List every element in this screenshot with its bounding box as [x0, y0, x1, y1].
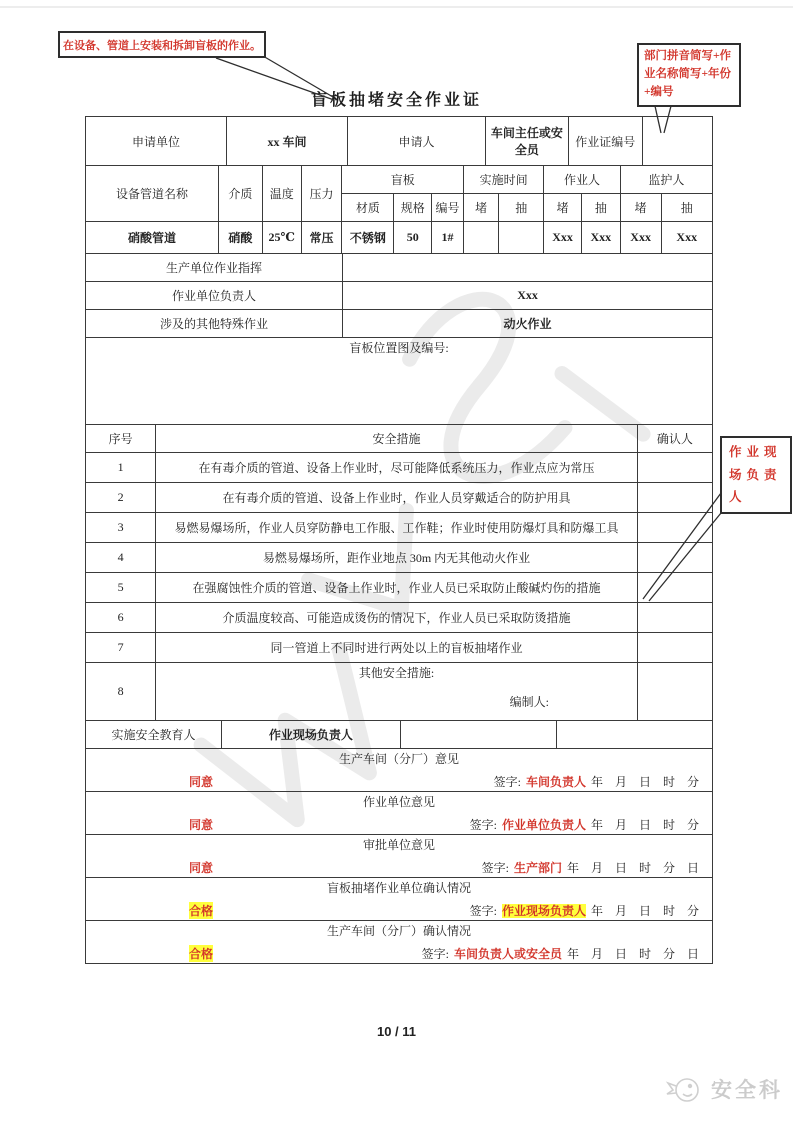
table-row [86, 749, 713, 792]
safety-no: 8 [86, 663, 156, 721]
safety-no: 7 [86, 633, 156, 663]
safety-no: 2 [86, 483, 156, 513]
application-row-table [85, 116, 713, 166]
safety-text: 在有毒介质的管道、设备上作业时，作业人员穿戴适合的防护用具 [156, 483, 638, 513]
material-header: 材质 [342, 194, 394, 222]
signoff-value: 合格 [189, 904, 214, 918]
info-rows-table [85, 253, 713, 338]
brand-name: 安全科 [711, 1079, 783, 1102]
time-pull-value [499, 222, 544, 254]
plug-header: 堵 [544, 194, 582, 222]
page-title: 盲板抽堵安全作业证 [310, 92, 482, 109]
table-row [86, 573, 713, 603]
signoff-row [86, 792, 713, 835]
brand-logo-icon [663, 1072, 703, 1106]
safety-text: 易燃易爆场所，作业人员穿防静电工作服、工作鞋；作业时使用防爆灯具和防爆工具 [156, 513, 638, 543]
table-row [86, 633, 713, 663]
brand-badge [663, 1072, 783, 1106]
safety-confirm [637, 663, 712, 721]
signoff-value: 同意 [189, 861, 214, 875]
worker-pull-value: Xxx [581, 222, 620, 254]
table-row [86, 603, 713, 633]
spec-header: 规格 [394, 194, 432, 222]
signoff-row [86, 835, 713, 878]
signoff-row [86, 749, 713, 792]
safety-confirm [637, 483, 712, 513]
table-row [86, 453, 713, 483]
signer-name: 车间负责人或安全员 [453, 947, 562, 961]
educator-table [85, 720, 713, 749]
safety-confirm [637, 633, 712, 663]
safety-text: 在强腐蚀性介质的管道、设备上作业时，作业人员已采取防止酸碱灼伤的措施 [156, 573, 638, 603]
educator-value: 作业现场负责人 [222, 721, 401, 749]
pull-header: 抽 [661, 194, 713, 222]
signoff-table [85, 748, 713, 964]
safety-no: 1 [86, 453, 156, 483]
callout-cert-number-text: 部门拼音简写+作业名称简写+年份+编号 [644, 50, 732, 98]
signer-name: 作业单位负责人 [501, 818, 586, 832]
table-row [86, 310, 713, 338]
info-value [343, 254, 713, 282]
safety-no: 6 [86, 603, 156, 633]
safety-measure-header: 安全措施 [156, 425, 638, 453]
table-row [86, 921, 713, 964]
worker-plug-value: Xxx [544, 222, 582, 254]
cert-no-label: 作业证编号 [568, 117, 642, 166]
safety-text: 在有毒介质的管道、设备上作业时，尽可能降低系统压力，作业点应为常压 [156, 453, 638, 483]
apply-unit-value: xx 车间 [227, 117, 348, 166]
signoff-row [86, 878, 713, 921]
table-row [86, 835, 713, 878]
pressure-value: 常压 [301, 222, 342, 254]
date-blanks: 年 月 日 时 分 [590, 904, 699, 918]
guardian-plug-value: Xxx [620, 222, 661, 254]
spec-table [85, 165, 713, 254]
sign-label: 签字: [481, 861, 509, 875]
position-label: 盲板位置图及编号: [86, 338, 713, 425]
table-row [86, 663, 713, 721]
safety-confirm [637, 603, 712, 633]
guardian-pull-value: Xxx [661, 222, 713, 254]
material-value: 不锈钢 [342, 222, 394, 254]
safety-confirm-header: 确认人 [637, 425, 712, 453]
cert-no-value [642, 117, 712, 166]
signoff-label: 作业单位意见 [362, 795, 435, 809]
safety-confirm [637, 453, 712, 483]
info-label: 涉及的其他特殊作业 [86, 310, 343, 338]
date-blanks: 年 月 日 时 分 日 [566, 861, 699, 875]
table-row [86, 117, 713, 166]
impl-time-header: 实施时间 [464, 166, 544, 194]
table-row [86, 513, 713, 543]
safety-no: 5 [86, 573, 156, 603]
apply-unit-label: 申请单位 [86, 117, 227, 166]
table-row [86, 425, 713, 453]
safety-confirm [637, 543, 712, 573]
plug-header: 堵 [464, 194, 499, 222]
signoff-value: 合格 [189, 947, 214, 961]
table-row [86, 222, 713, 254]
safety-no-header: 序号 [86, 425, 156, 453]
educator-label: 实施安全教育人 [86, 721, 222, 749]
medium-value: 硝酸 [218, 222, 262, 254]
plug-header: 堵 [620, 194, 661, 222]
table-row [86, 792, 713, 835]
date-blanks: 年 月 日 时 分 [590, 775, 699, 789]
number-header: 编号 [432, 194, 464, 222]
safety-confirm [637, 513, 712, 543]
safety-measures-table [85, 424, 713, 721]
educator-empty-cell [400, 721, 557, 749]
position-section-table [85, 337, 713, 425]
table-row [86, 483, 713, 513]
date-blanks: 年 月 日 时 分 日 [566, 947, 699, 961]
signer-name: 生产部门 [513, 861, 562, 875]
number-value: 1# [432, 222, 464, 254]
sign-label: 签字: [421, 947, 449, 961]
top-divider [0, 6, 793, 8]
table-row [86, 721, 713, 749]
signer-name: 车间负责人 [525, 775, 586, 789]
guardian-header: 监护人 [620, 166, 712, 194]
table-row [86, 282, 713, 310]
pull-header: 抽 [581, 194, 620, 222]
date-blanks: 年 月 日 时 分 [590, 818, 699, 832]
compiler-label: 编制人: [509, 695, 550, 709]
sign-label: 签字: [469, 904, 497, 918]
spec-medium-header: 介质 [218, 166, 262, 222]
info-label: 生产单位作业指挥 [86, 254, 343, 282]
safety-text: 同一管道上不同时进行两处以上的盲板抽堵作业 [156, 633, 638, 663]
applicant-value: 车间主任或安全员 [486, 117, 569, 166]
temp-value: 25℃ [262, 222, 301, 254]
permit-table [85, 116, 713, 964]
info-value: 动火作业 [343, 310, 713, 338]
info-value: Xxx [343, 282, 713, 310]
time-plug-value [464, 222, 499, 254]
safety-confirm [637, 573, 712, 603]
callout-cert-number-format [637, 43, 741, 107]
signoff-label: 生产车间（分厂）确认情况 [326, 924, 471, 938]
spec-temp-header: 温度 [262, 166, 301, 222]
signoff-value: 同意 [189, 818, 214, 832]
info-label: 作业单位负责人 [86, 282, 343, 310]
table-row [86, 543, 713, 573]
safety-text [156, 663, 638, 721]
worker-header: 作业人 [544, 166, 620, 194]
safety-no: 3 [86, 513, 156, 543]
signoff-label: 审批单位意见 [362, 838, 435, 852]
signoff-label: 盲板抽堵作业单位确认情况 [326, 881, 471, 895]
signer-name: 作业现场负责人 [501, 904, 586, 918]
callout-definition-text: 在设备、管道上安装和拆卸盲板的作业。 [63, 39, 261, 52]
sign-label: 签字: [493, 775, 521, 789]
table-row [86, 254, 713, 282]
table-row [86, 338, 713, 425]
signoff-row [86, 921, 713, 964]
spec-pressure-header: 压力 [301, 166, 342, 222]
blind-plate-header: 盲板 [342, 166, 464, 194]
table-row [86, 878, 713, 921]
sign-label: 签字: [469, 818, 497, 832]
pipe-name-value: 硝酸管道 [86, 222, 219, 254]
safety-no: 4 [86, 543, 156, 573]
signoff-value: 同意 [189, 775, 214, 789]
pull-header: 抽 [499, 194, 544, 222]
callout-definition [58, 31, 266, 58]
educator-empty-cell [557, 721, 713, 749]
page-number: 10 / 11 [376, 1024, 417, 1039]
table-row [86, 166, 713, 194]
callout-site-manager [720, 436, 792, 514]
safety-text: 易燃易爆场所，距作业地点 30m 内无其他动火作业 [156, 543, 638, 573]
applicant-label: 申请人 [348, 117, 486, 166]
safety-text: 介质温度较高、可能造成烫伤的情况下，作业人员已采取防烫措施 [156, 603, 638, 633]
spec-name-header: 设备管道名称 [86, 166, 219, 222]
other-measures-label: 其他安全措施: [358, 666, 435, 680]
signoff-label: 生产车间（分厂）意见 [338, 752, 459, 766]
spec-value: 50 [394, 222, 432, 254]
callout-site-manager-text: 作业现场负责人 [729, 445, 782, 505]
